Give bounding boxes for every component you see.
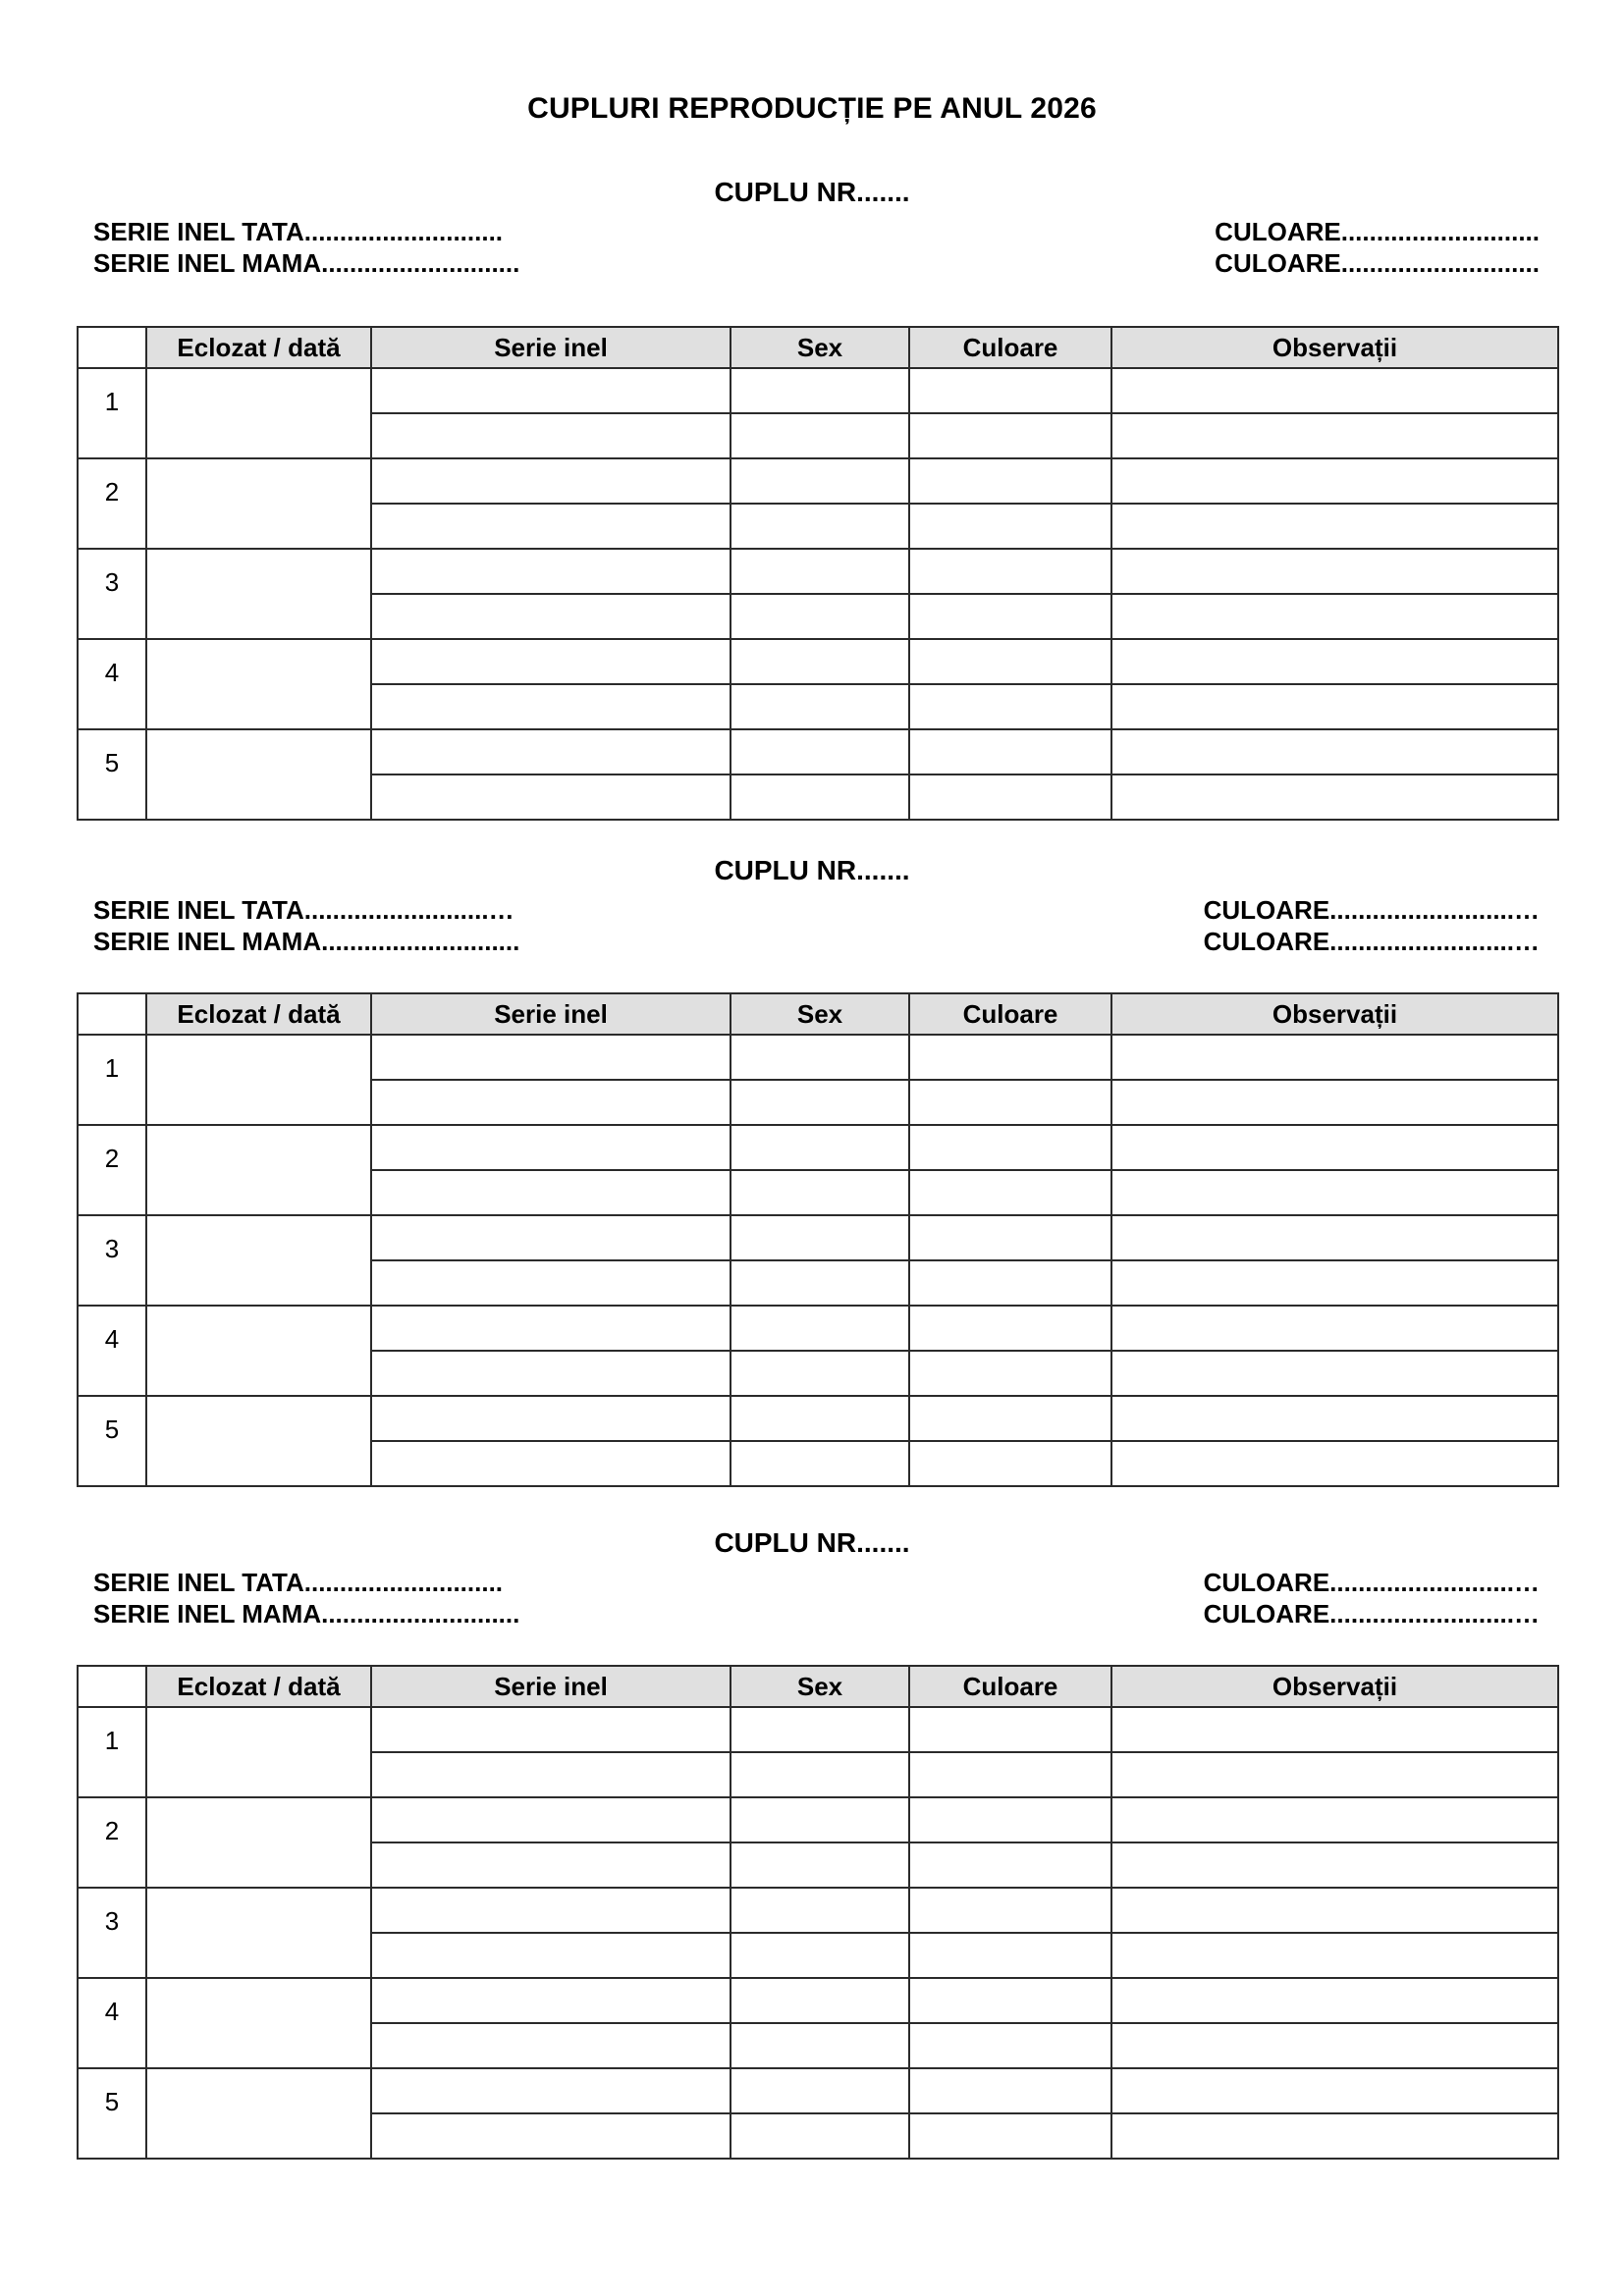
row-number: 2	[78, 1125, 146, 1215]
ring-series-cell[interactable]	[371, 594, 731, 639]
observations-cell[interactable]	[1111, 1306, 1558, 1351]
row-number: 4	[78, 639, 146, 729]
hatchlings-table	[77, 326, 1559, 821]
hatched-date-cell[interactable]	[146, 458, 371, 549]
ring-series-cell[interactable]	[371, 1396, 731, 1441]
row-number: 4	[78, 1306, 146, 1396]
observations-cell[interactable]	[1111, 684, 1558, 729]
table-header-row	[78, 993, 1558, 1035]
hatched-date-cell[interactable]	[146, 1125, 371, 1215]
row-number: 3	[78, 549, 146, 639]
header-hatched-date: Eclozat / dată	[146, 327, 371, 368]
sex-cell[interactable]	[731, 684, 909, 729]
hatched-date-cell[interactable]	[146, 729, 371, 820]
observations-cell[interactable]	[1111, 1396, 1558, 1441]
ring-series-cell[interactable]	[371, 1260, 731, 1306]
sex-cell[interactable]	[731, 1797, 909, 1842]
color-cell[interactable]	[909, 774, 1111, 820]
header-observations: Observații	[1111, 1666, 1558, 1707]
header-sex: Sex	[731, 993, 909, 1035]
sex-cell[interactable]	[731, 458, 909, 504]
observations-cell[interactable]	[1111, 1842, 1558, 1888]
table-row	[78, 1306, 1558, 1351]
table-row	[78, 1215, 1558, 1260]
color-cell[interactable]	[909, 1752, 1111, 1797]
sex-cell[interactable]	[731, 1306, 909, 1351]
ring-series-cell[interactable]	[371, 639, 731, 684]
ring-series-cell[interactable]	[371, 1933, 731, 1978]
father-ring-series-field[interactable]: SERIE INEL TATA..........................…	[93, 895, 514, 925]
hatched-date-cell[interactable]	[146, 2068, 371, 2159]
color-cell[interactable]	[909, 1797, 1111, 1842]
father-ring-series-field[interactable]: SERIE INEL TATA............................	[93, 1568, 504, 1597]
ring-series-cell[interactable]	[371, 774, 731, 820]
row-number: 5	[78, 729, 146, 820]
observations-cell[interactable]	[1111, 729, 1558, 774]
header-ring-series: Serie inel	[371, 1666, 731, 1707]
row-number: 2	[78, 1797, 146, 1888]
hatched-date-cell[interactable]	[146, 368, 371, 458]
table-header-row	[78, 327, 1558, 368]
ring-series-cell[interactable]	[371, 1215, 731, 1260]
sex-cell[interactable]	[731, 639, 909, 684]
ring-series-cell[interactable]	[371, 549, 731, 594]
header-sex: Sex	[731, 327, 909, 368]
sex-cell[interactable]	[731, 1260, 909, 1306]
sex-cell[interactable]	[731, 1707, 909, 1752]
header-ring-series: Serie inel	[371, 327, 731, 368]
observations-cell[interactable]	[1111, 504, 1558, 549]
table-row	[78, 1888, 1558, 1933]
row-number: 4	[78, 1978, 146, 2068]
mother-ring-series-field[interactable]: SERIE INEL MAMA............................	[93, 248, 520, 278]
observations-cell[interactable]	[1111, 2023, 1558, 2068]
observations-cell[interactable]	[1111, 1797, 1558, 1842]
observations-cell[interactable]	[1111, 413, 1558, 458]
ring-series-cell[interactable]	[371, 1797, 731, 1842]
observations-cell[interactable]	[1111, 1215, 1558, 1260]
observations-cell[interactable]	[1111, 1888, 1558, 1933]
row-number: 3	[78, 1215, 146, 1306]
hatched-date-cell[interactable]	[146, 1035, 371, 1125]
color-cell[interactable]	[909, 1888, 1111, 1933]
couple-number-label: CUPLU NR.......	[714, 855, 910, 885]
father-color-field[interactable]: CULOARE............................	[1215, 217, 1540, 246]
row-number: 1	[78, 1035, 146, 1125]
table-row	[78, 1035, 1558, 1080]
color-cell[interactable]	[909, 1441, 1111, 1486]
table-row	[78, 1707, 1558, 1752]
sex-cell[interactable]	[731, 1441, 909, 1486]
header-sex: Sex	[731, 1666, 909, 1707]
hatched-date-cell[interactable]	[146, 639, 371, 729]
sex-cell[interactable]	[731, 1888, 909, 1933]
father-ring-series-field[interactable]: SERIE INEL TATA............................	[93, 217, 504, 246]
ring-series-cell[interactable]	[371, 2023, 731, 2068]
mother-ring-series-field[interactable]: SERIE INEL MAMA............................	[93, 1599, 520, 1629]
header-hatched-date: Eclozat / dată	[146, 993, 371, 1035]
sex-cell[interactable]	[731, 774, 909, 820]
color-cell[interactable]	[909, 504, 1111, 549]
table-row	[78, 1125, 1558, 1170]
header-color: Culoare	[909, 1666, 1111, 1707]
color-cell[interactable]	[909, 1707, 1111, 1752]
table-row	[78, 1396, 1558, 1441]
table-row	[78, 1978, 1558, 2023]
header-hatched-date: Eclozat / dată	[146, 1666, 371, 1707]
hatched-date-cell[interactable]	[146, 1888, 371, 1978]
sex-cell[interactable]	[731, 1933, 909, 1978]
color-cell[interactable]	[909, 2068, 1111, 2113]
color-cell[interactable]	[909, 1035, 1111, 1080]
color-cell[interactable]	[909, 1260, 1111, 1306]
color-cell[interactable]	[909, 368, 1111, 413]
hatched-date-cell[interactable]	[146, 1215, 371, 1306]
header-blank-cell	[78, 327, 146, 368]
observations-cell[interactable]	[1111, 1035, 1558, 1080]
ring-series-cell[interactable]	[371, 2113, 731, 2159]
table-row	[78, 1797, 1558, 1842]
ring-series-cell[interactable]	[371, 1752, 731, 1797]
sex-cell[interactable]	[731, 1170, 909, 1215]
mother-color-field[interactable]: CULOARE..........................…	[1203, 1599, 1540, 1629]
mother-color-field[interactable]: CULOARE............................	[1215, 248, 1540, 278]
sex-cell[interactable]	[731, 1351, 909, 1396]
header-observations: Observații	[1111, 993, 1558, 1035]
ring-series-cell[interactable]	[371, 1125, 731, 1170]
header-color: Culoare	[909, 327, 1111, 368]
sex-cell[interactable]	[731, 1396, 909, 1441]
observations-cell[interactable]	[1111, 458, 1558, 504]
ring-series-cell[interactable]	[371, 729, 731, 774]
sex-cell[interactable]	[731, 413, 909, 458]
ring-series-cell[interactable]	[371, 1170, 731, 1215]
ring-series-cell[interactable]	[371, 1978, 731, 2023]
observations-cell[interactable]	[1111, 774, 1558, 820]
observations-cell[interactable]	[1111, 1441, 1558, 1486]
observations-cell[interactable]	[1111, 2068, 1558, 2113]
ring-series-cell[interactable]	[371, 1707, 731, 1752]
observations-cell[interactable]	[1111, 639, 1558, 684]
table-header-row	[78, 1666, 1558, 1707]
color-cell[interactable]	[909, 1978, 1111, 2023]
hatched-date-cell[interactable]	[146, 1707, 371, 1797]
color-cell[interactable]	[909, 1170, 1111, 1215]
mother-ring-series-field[interactable]: SERIE INEL MAMA............................	[93, 927, 520, 956]
color-cell[interactable]	[909, 1933, 1111, 1978]
table-row	[78, 368, 1558, 413]
row-number: 5	[78, 1396, 146, 1486]
color-cell[interactable]	[909, 458, 1111, 504]
observations-cell[interactable]	[1111, 1170, 1558, 1215]
sex-cell[interactable]	[731, 1125, 909, 1170]
observations-cell[interactable]	[1111, 549, 1558, 594]
header-blank-cell	[78, 1666, 146, 1707]
hatched-date-cell[interactable]	[146, 1306, 371, 1396]
ring-series-cell[interactable]	[371, 413, 731, 458]
row-number: 1	[78, 368, 146, 458]
color-cell[interactable]	[909, 1215, 1111, 1260]
sex-cell[interactable]	[731, 549, 909, 594]
table-row	[78, 2068, 1558, 2113]
header-ring-series: Serie inel	[371, 993, 731, 1035]
observations-cell[interactable]	[1111, 1260, 1558, 1306]
table-row	[78, 549, 1558, 594]
row-number: 5	[78, 2068, 146, 2159]
color-cell[interactable]	[909, 2113, 1111, 2159]
color-cell[interactable]	[909, 1842, 1111, 1888]
sex-cell[interactable]	[731, 1842, 909, 1888]
page-title: CUPLURI REPRODUCȚIE PE ANUL 2026	[527, 92, 1097, 125]
color-cell[interactable]	[909, 729, 1111, 774]
row-number: 2	[78, 458, 146, 549]
ring-series-cell[interactable]	[371, 1351, 731, 1396]
observations-cell[interactable]	[1111, 2113, 1558, 2159]
observations-cell[interactable]	[1111, 1707, 1558, 1752]
observations-cell[interactable]	[1111, 594, 1558, 639]
sex-cell[interactable]	[731, 368, 909, 413]
sex-cell[interactable]	[731, 1752, 909, 1797]
sex-cell[interactable]	[731, 2023, 909, 2068]
ring-series-cell[interactable]	[371, 1035, 731, 1080]
sex-cell[interactable]	[731, 1080, 909, 1125]
color-cell[interactable]	[909, 684, 1111, 729]
father-color-field[interactable]: CULOARE..........................…	[1203, 895, 1540, 925]
ring-series-cell[interactable]	[371, 1306, 731, 1351]
ring-series-cell[interactable]	[371, 1888, 731, 1933]
color-cell[interactable]	[909, 2023, 1111, 2068]
color-cell[interactable]	[909, 549, 1111, 594]
father-color-field[interactable]: CULOARE..........................…	[1203, 1568, 1540, 1597]
couple-number-label: CUPLU NR.......	[714, 1527, 910, 1558]
row-number: 1	[78, 1707, 146, 1797]
observations-cell[interactable]	[1111, 1933, 1558, 1978]
hatched-date-cell[interactable]	[146, 1978, 371, 2068]
ring-series-cell[interactable]	[371, 1842, 731, 1888]
hatched-date-cell[interactable]	[146, 1797, 371, 1888]
sex-cell[interactable]	[731, 2113, 909, 2159]
ring-series-cell[interactable]	[371, 1441, 731, 1486]
table-row	[78, 639, 1558, 684]
sex-cell[interactable]	[731, 504, 909, 549]
ring-series-cell[interactable]	[371, 504, 731, 549]
ring-series-cell[interactable]	[371, 368, 731, 413]
ring-series-cell[interactable]	[371, 2068, 731, 2113]
color-cell[interactable]	[909, 1306, 1111, 1351]
observations-cell[interactable]	[1111, 1351, 1558, 1396]
sex-cell[interactable]	[731, 729, 909, 774]
hatchlings-table	[77, 992, 1559, 1487]
color-cell[interactable]	[909, 1125, 1111, 1170]
color-cell[interactable]	[909, 639, 1111, 684]
observations-cell[interactable]	[1111, 1978, 1558, 2023]
sex-cell[interactable]	[731, 1978, 909, 2023]
ring-series-cell[interactable]	[371, 684, 731, 729]
hatched-date-cell[interactable]	[146, 549, 371, 639]
ring-series-cell[interactable]	[371, 1080, 731, 1125]
sex-cell[interactable]	[731, 1215, 909, 1260]
header-observations: Observații	[1111, 327, 1558, 368]
observations-cell[interactable]	[1111, 1752, 1558, 1797]
sex-cell[interactable]	[731, 594, 909, 639]
observations-cell[interactable]	[1111, 1125, 1558, 1170]
sex-cell[interactable]	[731, 1035, 909, 1080]
header-color: Culoare	[909, 993, 1111, 1035]
row-number: 3	[78, 1888, 146, 1978]
color-cell[interactable]	[909, 1351, 1111, 1396]
color-cell[interactable]	[909, 594, 1111, 639]
color-cell[interactable]	[909, 1080, 1111, 1125]
table-row	[78, 729, 1558, 774]
color-cell[interactable]	[909, 1396, 1111, 1441]
hatchlings-table	[77, 1665, 1559, 2160]
ring-series-cell[interactable]	[371, 458, 731, 504]
header-blank-cell	[78, 993, 146, 1035]
table-row	[78, 458, 1558, 504]
couple-number-label: CUPLU NR.......	[714, 177, 910, 207]
hatched-date-cell[interactable]	[146, 1396, 371, 1486]
color-cell[interactable]	[909, 413, 1111, 458]
observations-cell[interactable]	[1111, 368, 1558, 413]
sex-cell[interactable]	[731, 2068, 909, 2113]
observations-cell[interactable]	[1111, 1080, 1558, 1125]
mother-color-field[interactable]: CULOARE..........................…	[1203, 927, 1540, 956]
